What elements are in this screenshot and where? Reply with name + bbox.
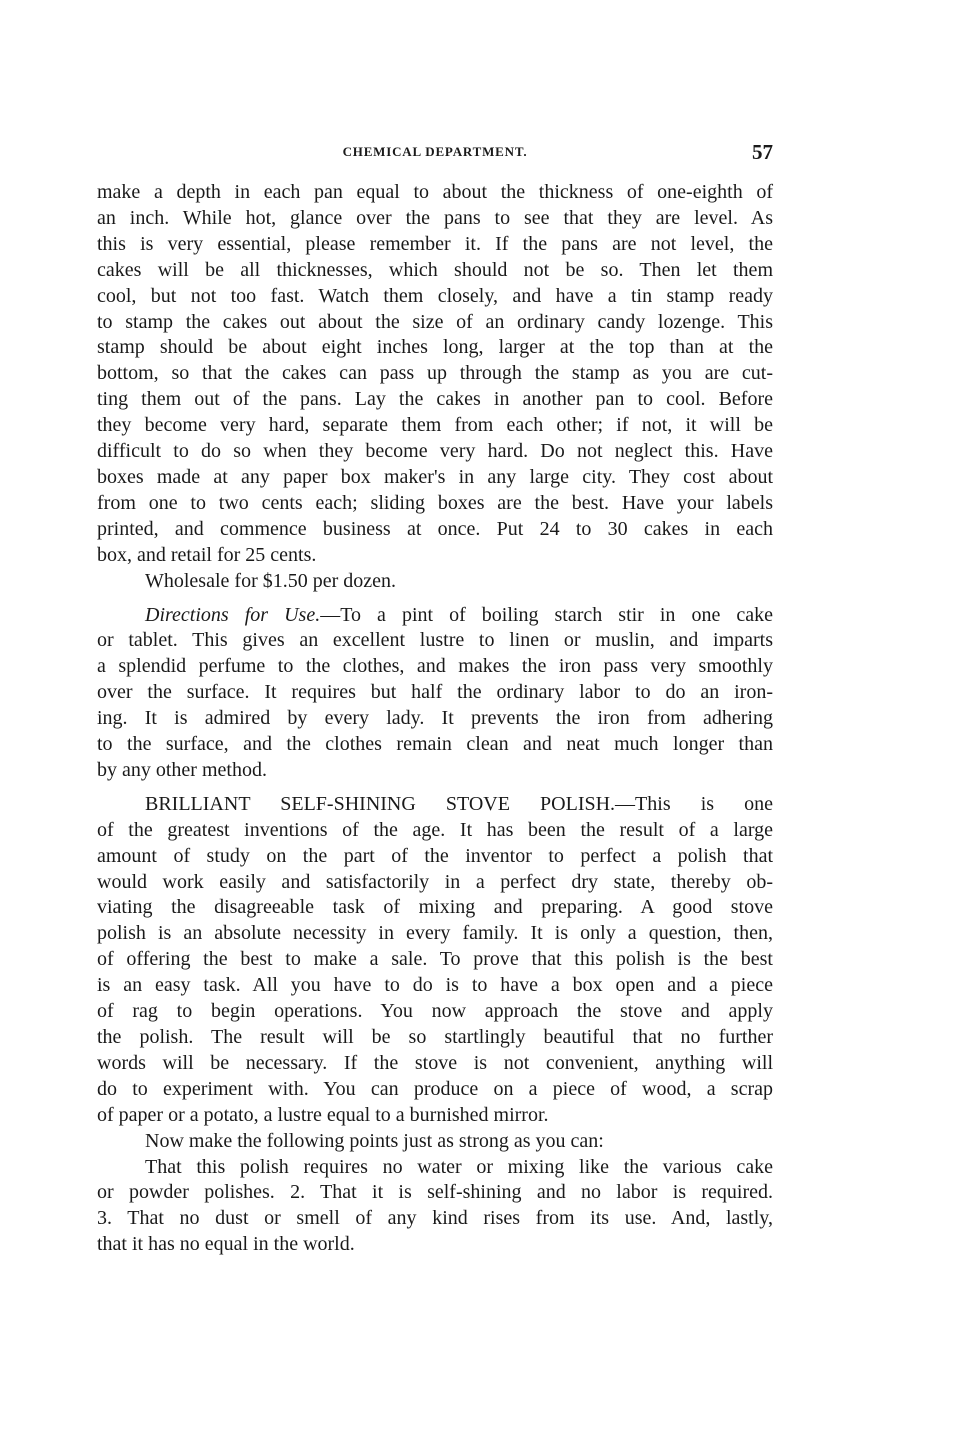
- text-line: viating the disagreeable task of mixing and preparing. A good stove: [97, 896, 773, 919]
- text-line: of the greatest inventions of the age. It has been the result of a large: [97, 818, 773, 841]
- text-line: ting them out of the pans. Lay the cakes in another pan to cool. Before: [97, 388, 773, 411]
- text-line: or powder polishes. 2. That it is self-shining and no labor is required.: [97, 1181, 773, 1204]
- text-line: box, and retail for 25 cents.: [97, 543, 317, 566]
- text-line: an inch. While hot, glance over the pans to see that they are level. As: [97, 206, 773, 229]
- paragraph: [97, 1129, 773, 1155]
- text-line: amount of study on the part of the inventor to perfect a polish that: [97, 844, 773, 867]
- text-line: by any other method.: [97, 758, 267, 781]
- text-line: boxes made at any paper box maker's in any large city. They cost about: [97, 465, 773, 488]
- text-line: That this polish requires no water or mixing like the various cake: [145, 1155, 773, 1178]
- paragraph: [97, 792, 773, 1129]
- text-line: words will be necessary. If the stove is not convenient, anything will: [97, 1051, 773, 1074]
- text-line: ing. It is admired by every lady. It prevents the iron from adhering: [97, 707, 773, 730]
- text-line: or tablet. This gives an excellent lustre to linen or muslin, and imparts: [97, 629, 773, 652]
- text-line: 3. That no dust or smell of any kind rises from its use. And, lastly,: [97, 1207, 773, 1230]
- text-line: the polish. The result will be so startlingly beautiful that no further: [97, 1026, 773, 1048]
- text-line: this is very essential, please remember it. If the pans are not level, the: [97, 232, 773, 255]
- line-text: —To a pint of boiling starch stir in one cake: [320, 603, 773, 626]
- text-line: BRILLIANT SELF-SHINING STOVE POLISH.—This is one: [145, 792, 773, 815]
- text-line: difficult to do so when they become very hard. Do not neglect this. Have: [97, 440, 773, 463]
- running-head: CHEMICAL DEPARTMENT.: [342, 144, 528, 159]
- paragraph: [97, 180, 773, 569]
- text-line: make a depth in each pan equal to about the thickness of one-eighth of: [97, 181, 773, 203]
- paragraph: [97, 569, 773, 595]
- text-line: bottom, so that the cakes can pass up through the stamp as you are cut-: [97, 362, 773, 385]
- text-line: would work easily and satisfactorily in a perfect dry state, thereby ob-: [97, 870, 773, 893]
- page-header: [97, 140, 773, 164]
- text-line: do to experiment with. You can produce on a piece of wood, a scrap: [97, 1077, 773, 1100]
- text-line: polish is an absolute necessity in every family. It is only a question, then,: [97, 922, 773, 945]
- text-line: of paper or a potato, a lustre equal to a burnished mirror.: [97, 1103, 549, 1126]
- text-line: Wholesale for $1.50 per dozen.: [145, 569, 397, 592]
- text-line: Now make the following points just as strong as you can:: [145, 1129, 604, 1152]
- text-line: printed, and commence business at once. Put 24 to 30 cakes in each: [97, 517, 773, 540]
- text-line: they become very hard, separate them from each other; if not, it will be: [97, 414, 773, 437]
- text-line: [97, 603, 773, 629]
- text-line: cakes will be all thicknesses, which should not be so. Then let them: [97, 258, 773, 281]
- body-text: [97, 180, 773, 1258]
- page-number: 57: [752, 140, 773, 164]
- text-line: cool, but not too fast. Watch them closely, and have a tin stamp ready: [97, 284, 773, 307]
- italic-lead: Directions for Use.: [145, 603, 321, 626]
- text-line: to the surface, and the clothes remain clean and neat much longer than: [97, 733, 773, 756]
- text-line: over the surface. It requires but half the ordinary labor to do an iron-: [97, 681, 773, 704]
- text-line: a splendid perfume to the clothes, and makes the iron pass very smoothly: [97, 655, 773, 678]
- text-line: from one to two cents each; sliding boxes are the best. Have your labels: [97, 491, 773, 514]
- text-line: to stamp the cakes out about the size of an ordinary candy lozenge. This: [97, 310, 773, 333]
- text-line: that it has no equal in the world.: [97, 1233, 355, 1256]
- text-line: is an easy task. All you have to do is to have a box open and a piece: [97, 974, 773, 997]
- paragraph: [97, 603, 773, 784]
- text-line: of offering the best to make a sale. To prove that this polish is the best: [97, 948, 773, 971]
- text-line: stamp should be about eight inches long, larger at the top than at the: [97, 336, 773, 359]
- paragraph: [97, 1155, 773, 1259]
- text-line: of rag to begin operations. You now approach the stove and apply: [97, 1000, 773, 1023]
